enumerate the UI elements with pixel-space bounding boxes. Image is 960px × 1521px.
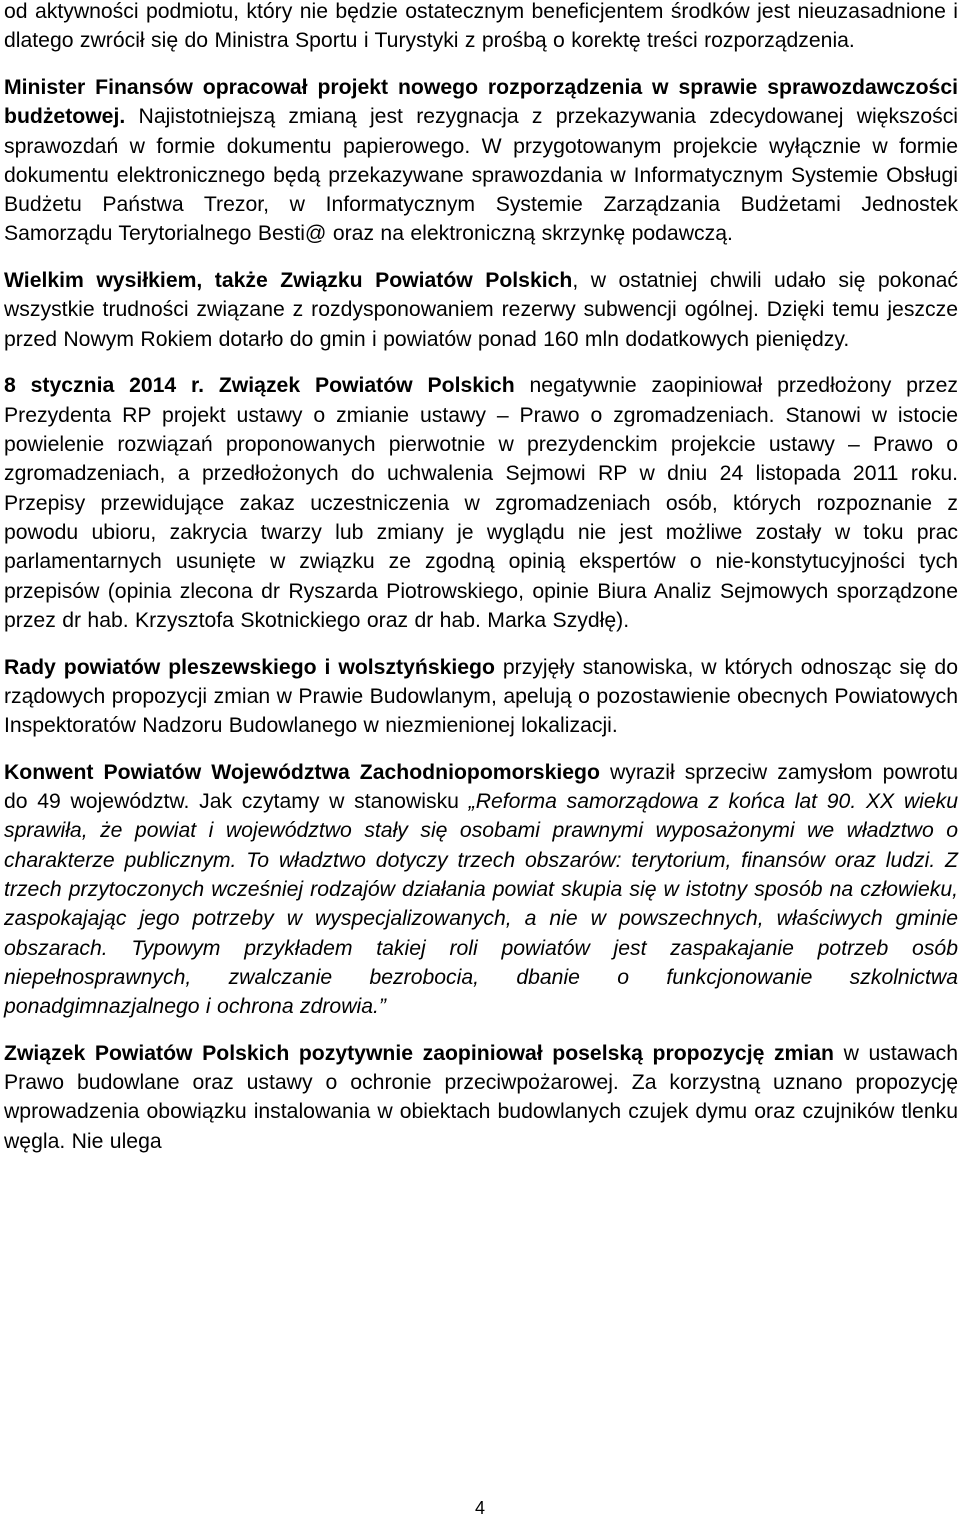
paragraph-budget-reporting (4, 73, 958, 249)
page-number: 4 (474, 1498, 485, 1518)
paragraph-quote-italic: „Reforma samorządowa z końca lat 90. XX wieku sprawiła, że powiat i województwo stały się osobami prawnymi wyposażonymi we władztwo o charakterze publicznym. To władztwo dotyczy trzech obszarów: terytorium, finansów oraz ludzi. Z trzech przytoczonych wcześniej rodzajów działania powiat skupia się w istotny sposób na człowieku, zaspokajając jego potrzeby w wyspecjalizowanych, a nie w powszechnych, właściwych gminie obszarach. Typowym przykładem takiej roli powiatów jest zaspakajanie potrzeb osób niepełnosprawnych, zwalczanie bezrobocia, dbanie o funkcjonowanie szkolnictwa ponadgimnazjalnego i ochrona zdrowia.” (4, 790, 959, 1019)
paragraph-text: , w ostatniej chwili udało się pokonać wszystkie trudności związane z rozdysponowaniem rezerwy subwencji ogólnej. Dzięki temu jeszcze przed Nowym Rokiem dotarło do gmin i powiatów ponad 160 mln dodatkowych pieniędzy. (4, 269, 958, 351)
paragraph-text: Najistotniejszą zmianą jest rezygnacja z przekazywania zdecydowanej większości sprawozdań w formie dokumentu papierowego. W przygotowanym projekcie wyłącznie w formie dokumentu elektronicznego będą przekazywane sprawozdania w Informatycznym Systemie Obsługi Budżetu Państwa Trezor, w Informatycznym Systemie Zarządzania Budżetami Jednostek Samorządu Terytorialnego Besti@ oraz na elektroniczną skrzynkę podawczą. (4, 105, 958, 246)
paragraph-general-subsidy (4, 266, 958, 354)
paragraph-text: od aktywności podmiotu, który nie będzie ostatecznym beneficjentem środków jest nieuzasadnione i dlatego zwrócił się do Ministra Sportu i Turystyki z prośbą o korektę treści rozporządzenia. (4, 0, 958, 53)
paragraph-lead-bold: Związek Powiatów Polskich pozytywnie zaopiniował poselską propozycję zmian (4, 1041, 835, 1065)
paragraph-lead-bold: 8 stycznia 2014 r. Związek Powiatów Polskich (4, 374, 515, 398)
paragraph-smoke-detectors (4, 1039, 958, 1156)
paragraph-building-inspectorates (4, 653, 958, 741)
paragraph-lead-bold: Rady powiatów pleszewskiego i wolsztyńskiego (4, 655, 495, 679)
paragraph-text: w ustawach Prawo budowlane oraz ustawy o ochronie przeciwpożarowej. Za korzystną uznano propozycję wprowadzenia obowiązku instalowania w obiektach budowlanych czujek dymu oraz czujników tlenku węgla. Nie ulega (4, 1041, 958, 1153)
paragraph-lead-bold: Konwent Powiatów Województwa Zachodniopomorskiego (4, 760, 600, 784)
document-page (4, 0, 958, 1156)
paragraph-west-pomeranian-convent (4, 758, 958, 1022)
paragraph-text: negatywnie zaopiniował przedłożony przez Prezydenta RP projekt ustawy o zmianie ustawy – Prawo o zgromadzeniach. Stanowi w istocie powielenie rozwiązań proponowanych pierwotnie w prezydenckim projekcie ustawy – Prawo o zgromadzeniach, a przedłożonych do uchwalenia Sejmowi RP w dniu 24 listopada 2011 roku. Przepisy przewidujące zakaz uczestniczenia w zgromadzeniach osób, których rozpoznanie z powodu ubioru, zakrycia twarzy lub zmiany je wyglądu nie jest możliwe zostały w toku prac parlamentarnych usunięte w związku ze zgodną opinią ekspertów o nie-konstytucyjności tych przepisów (opinia zlecona dr Ryszarda Piotrowskiego, opinie Biura Analiz Sejmowych sporządzone przez dr hab. Krzysztofa Skotnickiego oraz dr hab. Marka Szydłę). (4, 374, 958, 632)
paragraph-assembly-law (4, 371, 958, 635)
paragraph-text: przyjęły stanowiska, w których odnosząc się do rządowych propozycji zmian w Prawie Budowlanym, apelują o pozostawienie obecnych Powiatowych Inspektoratów Nadzoru Budowlanego w niezmienionej lokalizacji. (4, 655, 958, 738)
paragraph-sport-ministry (4, 0, 958, 56)
paragraph-lead-bold: Wielkim wysiłkiem, także Związku Powiatów Polskich (4, 269, 573, 293)
paragraph-lead-bold: Minister Finansów opracował projekt nowego rozporządzenia w sprawie sprawozdawczości budżetowej. (4, 75, 958, 129)
paragraph-text: wyraził sprzeciw zamysłom powrotu do 49 województw. Jak czytamy w stanowisku (4, 760, 959, 814)
